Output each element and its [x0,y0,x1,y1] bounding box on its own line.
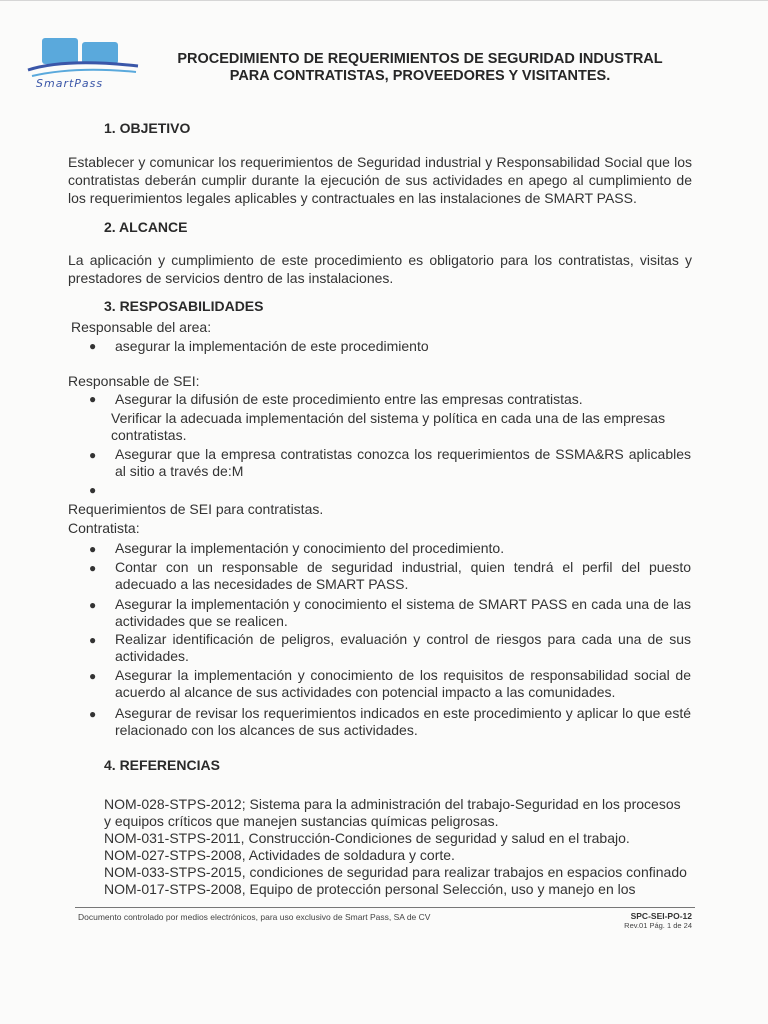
logo-swoosh-light [32,70,136,76]
bullet-marker: ● [89,669,97,683]
section-heading-alcance: 2. ALCANCE [104,219,188,235]
contratista-item: Asegurar la implementación y conocimiento del procedimiento. [115,540,505,556]
requerimientos-label: Requerimientos de SEI para contratistas. [68,501,324,517]
bullet-marker: ● [89,598,97,612]
page-top-edge [0,0,768,1]
footer-document-code: SPC-SEI-PO-12 [630,911,692,921]
bullet-marker: ● [89,339,97,353]
section-heading-referencias: 4. REFERENCIAS [104,757,220,773]
bullet-marker: ● [89,448,97,462]
objetivo-paragraph: Establecer y comunicar los requerimientos de Seguridad industrial y Responsabilidad Social que los contratistas deberán cumplir durante la ejecución de sus actividades en apego al cumplimiento de los requerimientos legales aplicables y contractuales en las instalaciones de SMART PASS. [68,154,692,206]
reference-line: NOM-033-STPS-2015, condiciones de seguridad para realizar trabajos en espacios confinado [104,864,687,880]
bullet-marker: ● [89,561,97,575]
section-heading-objetivo: 1. OBJETIVO [104,120,191,136]
contratista-item: Contar con un responsable de seguridad industrial, quien tendrá el perfil del puesto adecuado a las necesidades de SMART PASS. [115,559,691,592]
contratista-item: Realizar identificación de peligros, evaluación y control de riesgos para cada una de sus actividades. [115,631,691,664]
responsable-sei-label: Responsable de SEI: [68,373,200,389]
bullet-marker: ● [89,542,97,556]
bullet-marker-empty: ● [89,483,97,497]
bullet-marker: ● [89,707,97,721]
footer-divider [75,907,695,908]
reference-line: NOM-027-STPS-2008, Actividades de soldadura y corte. [104,847,455,863]
document-title-line-2: PARA CONTRATISTAS, PROVEEDORES Y VISITANTES. [229,68,611,84]
footer-revision-page: Rev.01 Pág. 1 de 24 [624,921,692,930]
footer-note: Documento controlado por medios electrónicos, para uso exclusivo de Smart Pass, SA de CV [78,912,431,922]
responsable-sei-item-1-continuation: Verificar la adecuada implementación del sistema y política en cada una de las empresas contratistas. [111,410,666,443]
reference-line: NOM-031-STPS-2011, Construcción-Condiciones de seguridad y salud en el trabajo. [104,830,630,846]
reference-line: y equipos críticos que manejen sustancias químicas peligrosas. [104,813,499,829]
document-title-line-1: PROCEDIMIENTO DE REQUERIMIENTOS DE SEGURIDAD INDUSTRAL [177,51,663,67]
alcance-paragraph: La aplicación y cumplimiento de este procedimiento es obligatorio para los contratistas, visitas y prestadores de servicios dentro de las instalaciones. [68,252,692,286]
logo-text: SmartPass [36,77,104,90]
contratista-item: Asegurar de revisar los requerimientos indicados en este procedimiento y aplicar lo que esté relacionado con los alcances de sus actividades. [115,705,691,738]
contratista-item: Asegurar la implementación y conocimiento de los requisitos de responsabilidad social de acuerdo al alcance de sus actividades con potencial impacto a las comunidades. [115,667,691,700]
logo-left-square [42,38,78,64]
contratista-item: Asegurar la implementación y conocimiento el sistema de SMART PASS en cada una de las actividades que se realicen. [115,596,691,629]
contratista-label: Contratista: [68,520,140,536]
reference-line: NOM-028-STPS-2012; Sistema para la administración del trabajo-Seguridad en los procesos [104,796,681,812]
reference-line: NOM-017-STPS-2008, Equipo de protección personal Selección, uso y manejo en los [104,881,636,897]
responsable-sei-item-2: Asegurar que la empresa contratistas conozca los requerimientos de SSMA&RS aplicables al sitio a través de:M [115,446,691,479]
section-heading-responsabilidades: 3. RESPOSABILIDADES [104,298,264,314]
bullet-marker: ● [89,633,97,647]
responsable-area-item: asegurar la implementación de este procedimiento [115,338,429,354]
bullet-marker: ● [89,392,97,406]
responsable-area-label: Responsable del area: [71,319,212,335]
responsable-sei-item-1: Asegurar la difusión de este procedimiento entre las empresas contratistas. [115,391,583,407]
logo-right-square [82,42,118,64]
